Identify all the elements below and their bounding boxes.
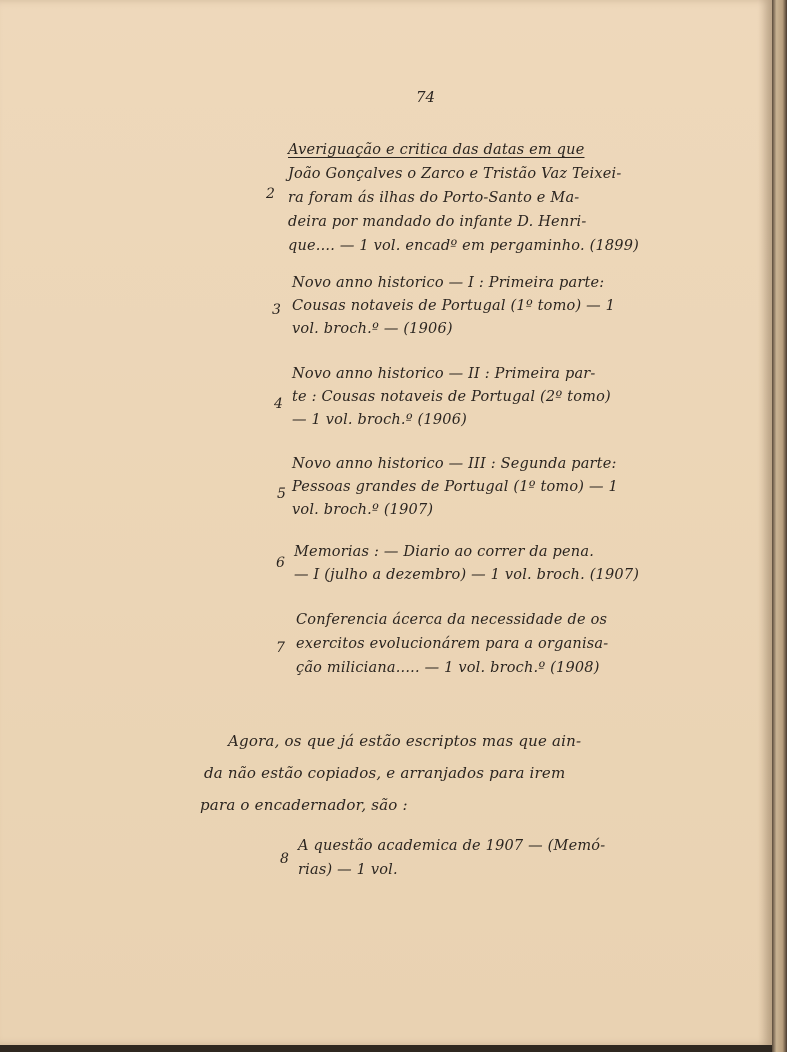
entry-line: João Gonçalves o Zarco e Tristão Vaz Teixei- — [288, 166, 622, 182]
entry-line: te : Cousas notaveis de Portugal (2º tomo) — [292, 389, 611, 405]
adjacent-page-edge — [772, 0, 787, 1052]
entry-line: deira por mandado do infante D. Henri- — [288, 214, 587, 230]
entry-line: vol. broch.º (1907) — [292, 502, 434, 518]
entry-line: — 1 vol. broch.º (1906) — [292, 412, 467, 428]
paragraph-line: para o encadernador, são : — [200, 796, 408, 814]
entry-line: Memorias : — Diario ao correr da pena. — [294, 544, 595, 560]
entry-line: Averiguação e critica das datas em que — [288, 142, 585, 158]
entry-line: ção miliciana..... — 1 vol. broch.º (1908) — [296, 660, 600, 676]
entry-number: 4 — [274, 396, 283, 412]
entry-line: Novo anno historico — I : Primeira parte: — [292, 275, 605, 291]
entry-line: Novo anno historico — II : Primeira par- — [292, 366, 596, 382]
paragraph-line: da não estão copiados, e arranjados para irem — [204, 764, 566, 782]
entry-line: — I (julho a dezembro) — 1 vol. broch. (1907) — [294, 567, 640, 583]
entry-line: vol. broch.º — (1906) — [292, 321, 453, 337]
entry-number: 5 — [277, 486, 286, 502]
sheet-fold-shadow — [758, 0, 772, 1045]
entry-line: exercitos evolucionárem para a organisa- — [296, 636, 609, 652]
entry-line: ra foram ás ilhas do Porto-Santo e Ma- — [288, 190, 580, 206]
entry-number: 2 — [266, 186, 275, 202]
entry-line: A questão academica de 1907 — (Memó- — [298, 838, 606, 854]
entry-number: 3 — [272, 302, 281, 318]
entry-line: Pessoas grandes de Portugal (1º tomo) — 1 — [292, 479, 618, 495]
entry-number: 7 — [276, 640, 285, 656]
paragraph-line: Agora, os que já estão escriptos mas que ain- — [228, 732, 582, 750]
entry-number: 6 — [276, 555, 285, 571]
entry-line: Cousas notaveis de Portugal (1º tomo) — 1 — [292, 298, 616, 314]
entry-line: Novo anno historico — III : Segunda parte: — [292, 456, 617, 472]
page-number: 74 — [416, 88, 436, 106]
entry-line: que.... — 1 vol. encadº em pergaminho. (1899) — [288, 238, 639, 254]
entry-line: rias) — 1 vol. — [298, 862, 398, 878]
entry-line: Conferencia ácerca da necessidade de os — [296, 612, 608, 628]
entry-number: 8 — [280, 851, 289, 867]
